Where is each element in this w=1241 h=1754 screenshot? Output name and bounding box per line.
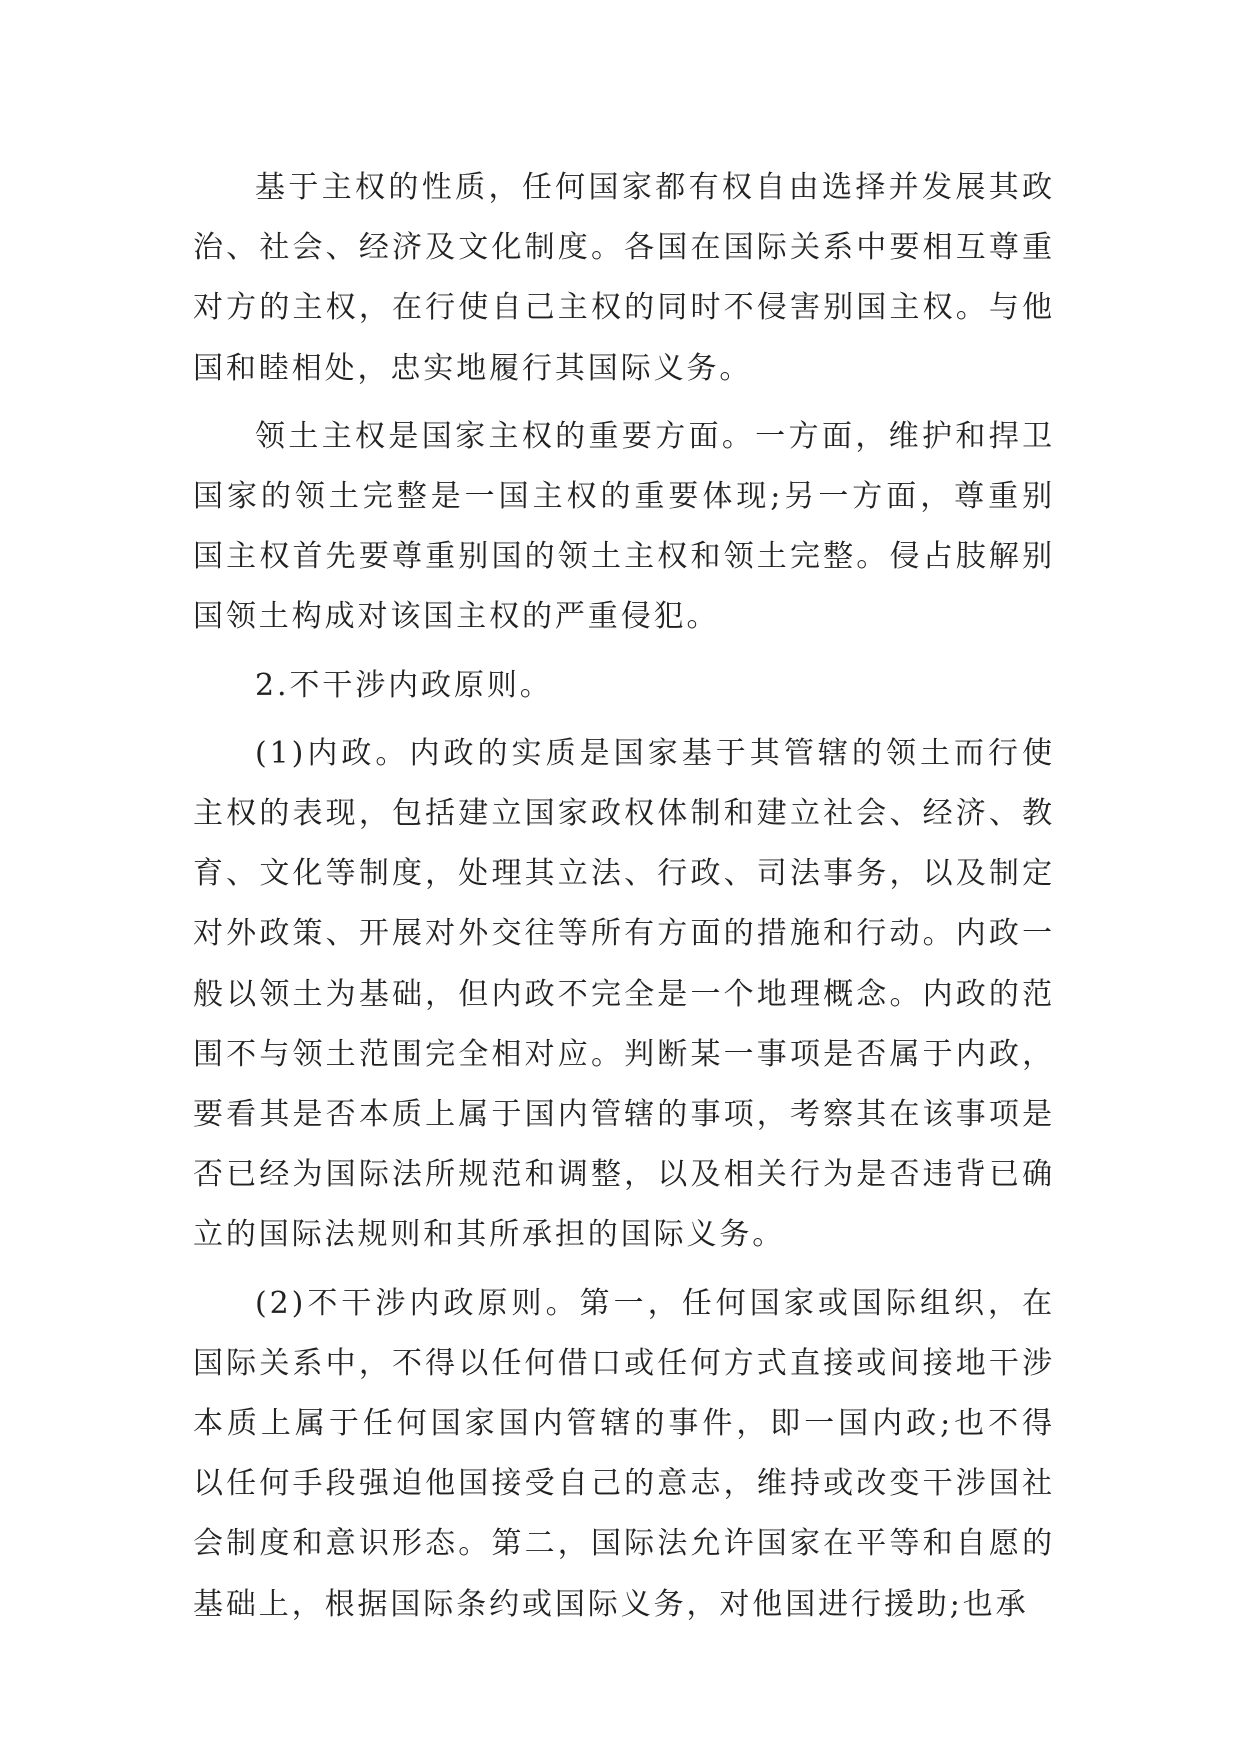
paragraph-sovereignty-nature: 基于主权的性质，任何国家都有权自由选择并发展其政治、社会、经济及文化制度。各国在国际关系中要相互尊重对方的主权，在行使自己主权的同时不侵害别国主权。与他国和睦相处，忠实地履行其国际义务。 <box>193 170 1055 386</box>
paragraph-internal-affairs: (1)内政。内政的实质是国家基于其管辖的领土而行使主权的表现，包括建立国家政权体制和建立社会、经济、教育、文化等制度，处理其立法、行政、司法事务，以及制定对外政策、开展对外交往等所有方面的措施和行动。内政一般以领土为基础，但内政不完全是一个地理概念。内政的范围不与领土范围完全相对应。判断某一事项是否属于内政，要看其是否本质上属于国内管辖的事项，考察其在该事项是否已经为国际法所规范和调整，以及相关行为是否违背已确立的国际法规则和其所承担的国际义务。 <box>193 735 1055 1253</box>
section-heading-non-interference: 2.不干涉内政原则。 <box>255 667 553 703</box>
paragraph-territorial-sovereignty: 领土主权是国家主权的重要方面。一方面，维护和捍卫国家的领土完整是一国主权的重要体现;另一方面，尊重别国主权首先要尊重别国的领土主权和领土完整。侵占肢解别国领土构成对该国主权的严重侵犯。 <box>193 418 1055 635</box>
paragraph-non-interference-principle: (2)不干涉内政原则。第一，任何国家或国际组织，在国际关系中，不得以任何借口或任何方式直接或间接地干涉本质上属于任何国家国内管辖的事件，即一国内政;也不得以任何手段强迫他国接受自己的意志，维持或改变干涉国社会制度和意识形态。第二，国际法允许国家在平等和自愿的基础上，根据国际条约或国际义务，对他国进行援助;也承 <box>193 1285 1055 1622</box>
document-body <box>193 158 1055 1635</box>
